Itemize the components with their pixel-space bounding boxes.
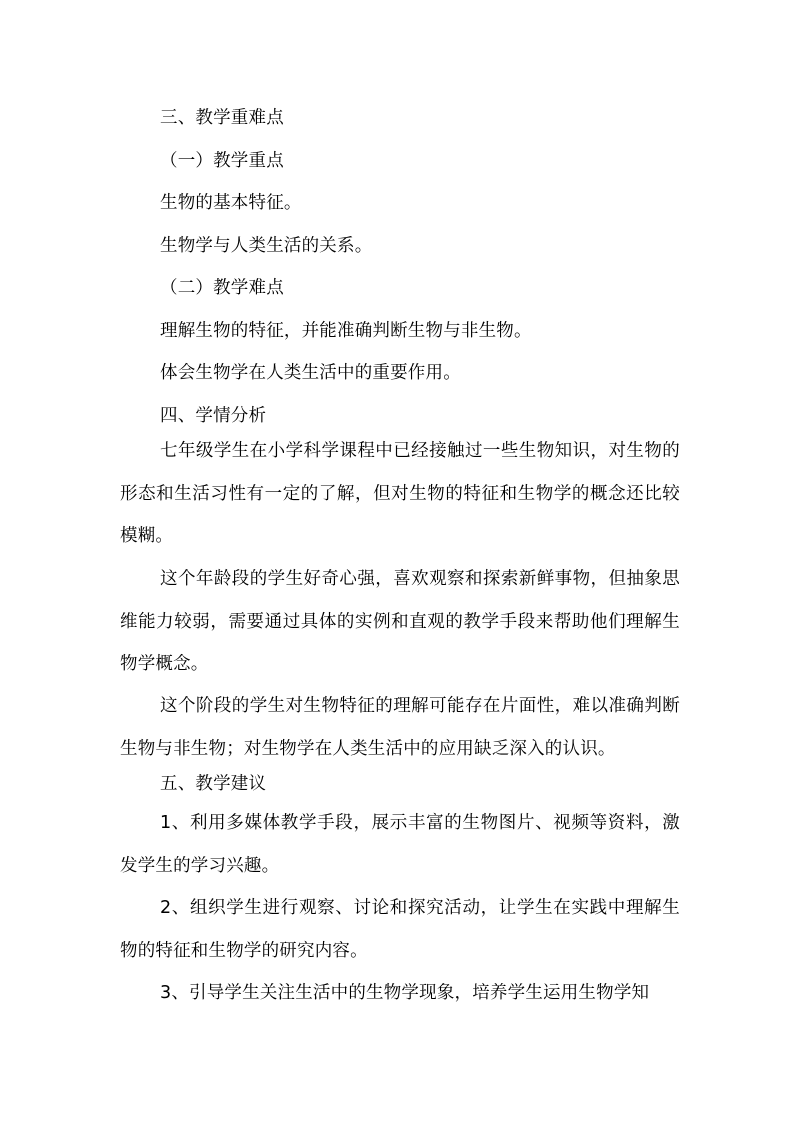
section-heading-five: 五、教学建议 bbox=[160, 774, 267, 794]
subheading-teaching-difficulty: （二）教学难点 bbox=[160, 278, 284, 298]
section-heading-four: 四、学情分析 bbox=[160, 406, 267, 426]
analysis-paragraph-three: 这个阶段的学生对生物特征的理解可能存在片面性，难以准确判断生物与非生物；对生物学在人类生活中的应用缺乏深入的认识。 bbox=[120, 696, 680, 759]
focus-item-one: 生物的基本特征。 bbox=[160, 193, 302, 213]
suggestion-two: 2、组织学生进行观察、讨论和探究活动，让学生在实践中理解生物的特征和生物学的研究内容。 bbox=[120, 898, 680, 961]
analysis-paragraph-two: 这个年龄段的学生好奇心强，喜欢观察和探索新鲜事物，但抽象思维能力较弱，需要通过具体的实例和直观的教学手段来帮助他们理解生物学概念。 bbox=[120, 569, 680, 674]
suggestion-three: 3、引导学生关注生活中的生物学现象，培养学生运用生物学知 bbox=[160, 983, 650, 1003]
subheading-teaching-focus: （一）教学重点 bbox=[160, 151, 284, 171]
difficulty-item-one: 理解生物的特征，并能准确判断生物与非生物。 bbox=[160, 321, 532, 341]
suggestion-one: 1、利用多媒体教学手段，展示丰富的生物图片、视频等资料，激发学生的学习兴趣。 bbox=[120, 813, 680, 876]
focus-item-two: 生物学与人类生活的关系。 bbox=[160, 236, 373, 256]
section-heading-three: 三、教学重难点 bbox=[160, 108, 284, 128]
analysis-paragraph-one: 七年级学生在小学科学课程中已经接触过一些生物知识，对生物的形态和生活习性有一定的了解，但对生物的特征和生物学的概念还比较模糊。 bbox=[120, 441, 680, 546]
difficulty-item-two: 体会生物学在人类生活中的重要作用。 bbox=[160, 363, 461, 383]
